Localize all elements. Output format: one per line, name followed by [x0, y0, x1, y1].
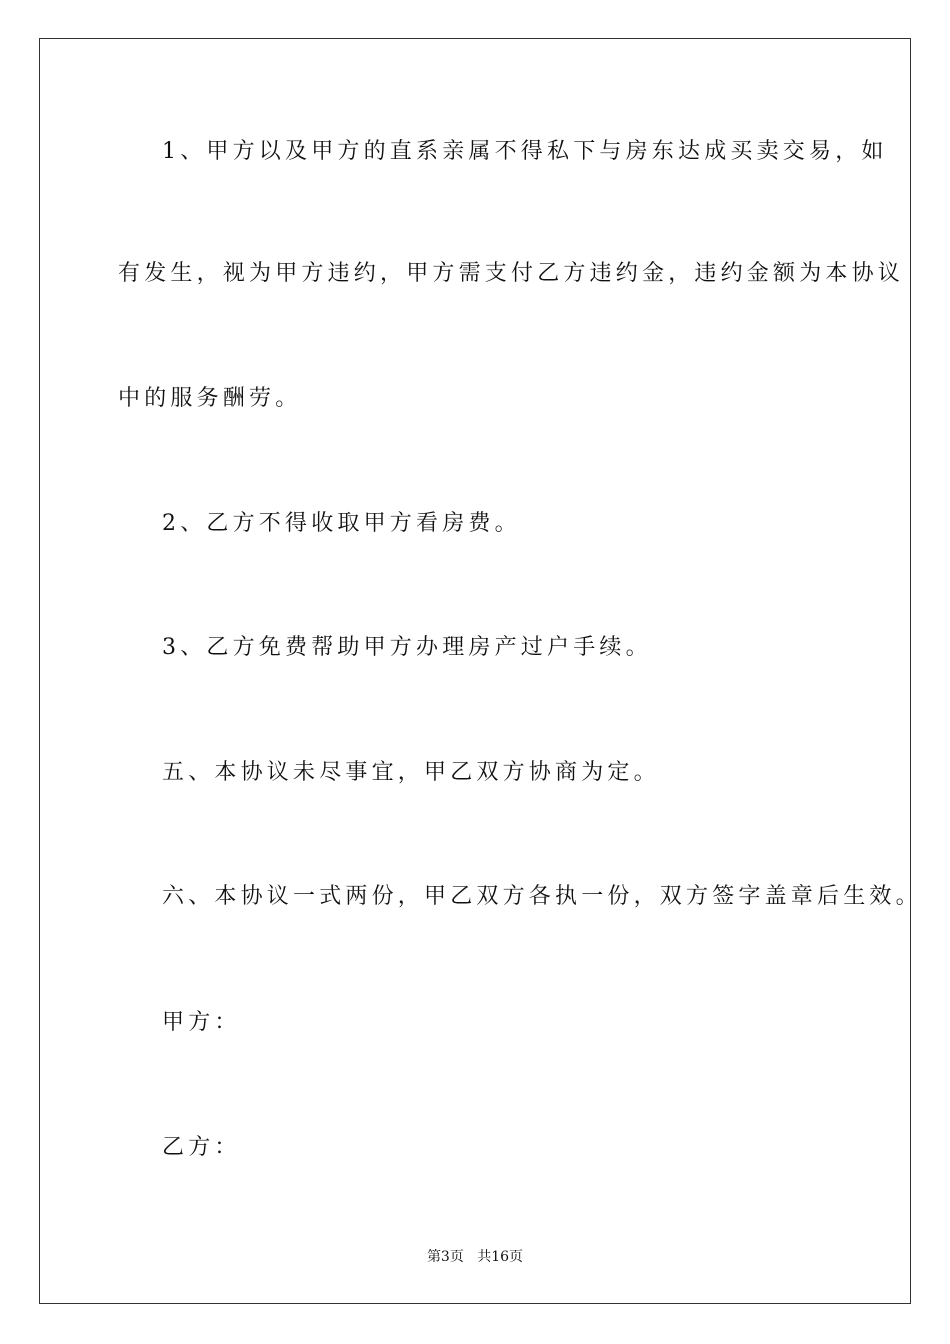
section-six: 六、本协议一式两份，甲乙双方各执一份，双方签字盖章后生效。	[162, 884, 922, 909]
clause-1-line-2: 有发生，视为甲方违约，甲方需支付乙方违约金，违约金额为本协议	[118, 261, 905, 286]
section-five: 五、本协议未尽事宜，甲乙双方协商为定。	[162, 760, 660, 785]
page-number: 第3页	[426, 1249, 464, 1265]
page-footer	[0, 1247, 950, 1267]
page-border	[39, 38, 911, 1304]
party-a-signature-label: 甲方：	[162, 1010, 241, 1035]
clause-3: 3、乙方免费帮助甲方办理房产过户手续。	[162, 635, 652, 660]
party-b-signature-label: 乙方：	[162, 1135, 241, 1160]
page-total: 共16页	[477, 1249, 524, 1265]
clause-2: 2、乙方不得收取甲方看房费。	[162, 511, 521, 536]
clause-1-line-3: 中的服务酬劳。	[118, 386, 302, 411]
clause-1-line-1: 1、甲方以及甲方的直系亲属不得私下与房东达成买卖交易，如	[162, 139, 888, 164]
